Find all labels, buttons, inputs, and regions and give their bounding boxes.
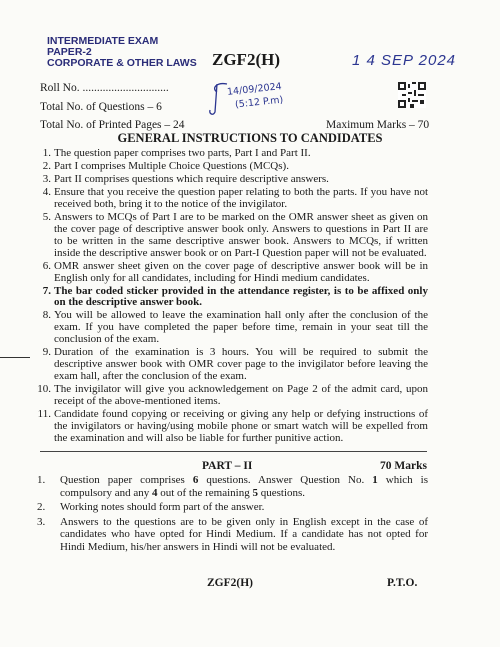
- signature-scribble: [205, 78, 235, 118]
- instruction-text: The bar coded sticker provided in the attendance register, is to be affixed only on the descriptive answer book.: [54, 284, 428, 309]
- instruction-text: Part II comprises questions which require descriptive answers.: [54, 173, 329, 185]
- instruction-text: You will be allowed to leave the examination hall only after the conclusion of the exam. If you have completed the paper before time, remain in your seat till the conclusion of the exam.: [54, 309, 428, 346]
- instruction-item: [24, 286, 428, 310]
- roll-number: Roll No. ..............................: [40, 82, 169, 94]
- subject-name: CORPORATE & OTHER LAWS: [47, 57, 197, 69]
- item-text: Question paper comprises: [60, 474, 193, 486]
- qr-code: [398, 82, 426, 108]
- item-text: Working notes should form part of the answer.: [60, 501, 265, 513]
- instruction-number: 7.: [42, 284, 51, 297]
- instruction-number: 6.: [42, 259, 51, 272]
- item-text: out of the remaining: [157, 486, 253, 499]
- list-item: [24, 474, 428, 499]
- instruction-item: [24, 261, 428, 285]
- part-marks: 70 Marks: [380, 460, 427, 472]
- instruction-item: [24, 212, 428, 260]
- footer-code: ZGF2(H): [207, 577, 253, 589]
- instruction-number: 2.: [42, 160, 51, 172]
- item-number: 1.: [37, 474, 46, 486]
- exam-header: [47, 36, 197, 69]
- list-item: [24, 516, 428, 554]
- instruction-number: 3.: [42, 173, 51, 185]
- instruction-item: [24, 161, 428, 173]
- footer-pto: P.T.O.: [387, 577, 418, 589]
- instruction-number: 1.: [42, 147, 51, 159]
- instruction-item: [24, 347, 428, 383]
- instruction-number: 4.: [42, 186, 51, 198]
- instruction-item: [24, 187, 428, 211]
- item-emphasis: 4: [151, 486, 158, 499]
- instruction-text: Duration of the examination is 3 hours. You will be required to submit the descriptive answer book with OMR cover page to the invigilator before leaving the exam hall, after the conclusion of the exam.: [54, 346, 428, 383]
- instruction-number: 8.: [42, 309, 51, 322]
- paper-code: ZGF2(H): [212, 50, 280, 69]
- list-item: [24, 501, 428, 514]
- item-number: 3.: [37, 515, 46, 528]
- item-emphasis: 5: [252, 486, 258, 499]
- instruction-text: Ensure that you receive the question paper relating to both the parts. If you have not received both, bring it to the notice of the invigilator.: [54, 186, 428, 210]
- instructions-list: [24, 148, 428, 446]
- handwritten-date: 14/09/2024: [226, 81, 283, 98]
- instruction-item: [24, 174, 428, 186]
- instruction-text: OMR answer sheet given on the cover page of descriptive answer book will be in English only for all candidates, including for Hindi medium candidates.: [54, 259, 428, 284]
- instruction-text: The invigilator will give you acknowledgement on Page 2 of the admit card, upon receipt of the above-mentioned items.: [54, 383, 428, 407]
- instruction-text: Part I comprises Multiple Choice Questions (MCQs).: [54, 160, 289, 172]
- instruction-number: 5.: [42, 210, 51, 223]
- instruction-item: [24, 384, 428, 408]
- total-questions: Total No. of Questions – 6: [40, 101, 162, 113]
- item-emphasis: 1: [372, 474, 378, 486]
- instruction-text: Answers to MCQs of Part I are to be marked on the OMR answer sheet as given on the cover page of descriptive answer book only. Answers to questions in Part II are to be written in the same descriptive answer book. Answers to MCQs, if written inside the descriptive answer book or on Part-I Question paper will not be evaluated.: [54, 210, 428, 259]
- item-text: Answers to the questions are to be given only in English except in the case of candidates who have opted for Hindi Medium. If a candidate has not opted for Hindi Medium, his/her answers in Hindi will not be evaluated.: [60, 515, 428, 553]
- handwritten-time: (5:12 P.m): [234, 94, 284, 111]
- instruction-text: Candidate found copying or receiving or giving any help or defying instructions of the invigilators or having/using mobile phone or smart watch will be expelled from the examination and will also be liable for further punitive action.: [54, 407, 428, 444]
- exam-name: INTERMEDIATE EXAM: [47, 35, 159, 47]
- part2-list: [24, 474, 428, 555]
- section-divider: [40, 451, 427, 452]
- part-title: PART – II: [202, 460, 253, 472]
- item-emphasis: 6: [192, 474, 199, 486]
- instructions-title: GENERAL INSTRUCTIONS TO CANDIDATES: [117, 131, 383, 145]
- instruction-item: [24, 409, 428, 445]
- instruction-number: 10.: [37, 383, 51, 396]
- max-marks: Maximum Marks – 70: [326, 119, 430, 131]
- item-text: questions.: [257, 486, 306, 499]
- date-stamp: 1 4 SEP 2024: [352, 52, 457, 69]
- item-number: 2.: [37, 501, 46, 513]
- item-text: questions. Answer Question No.: [198, 474, 373, 486]
- paper-number: PAPER-2: [47, 46, 92, 58]
- instruction-item: [24, 148, 428, 160]
- instruction-number: 9.: [42, 346, 51, 359]
- instruction-text: The question paper comprises two parts, Part I and Part II.: [54, 147, 311, 159]
- item-text: which is compulsory and any: [60, 474, 428, 499]
- total-pages: Total No. of Printed Pages – 24: [40, 119, 185, 131]
- instruction-number: 11.: [37, 407, 51, 420]
- instruction-item: [24, 310, 428, 346]
